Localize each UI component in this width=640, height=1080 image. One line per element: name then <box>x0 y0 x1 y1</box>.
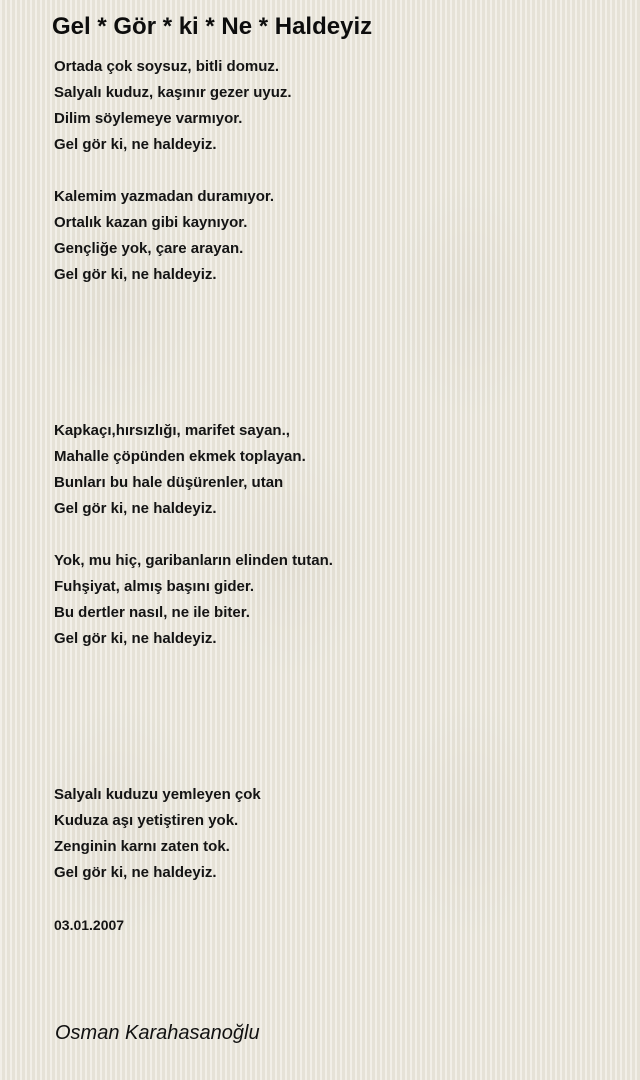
poem-line: Yok, mu hiç, garibanların elinden tutan. <box>54 552 333 569</box>
stanza-spacer <box>54 158 614 184</box>
poem-line: Fuhşiyat, almış başını gider. <box>54 578 255 595</box>
poem-line: Kuduza aşı yetiştiren yok. <box>54 812 239 829</box>
stanza-5 <box>54 782 614 886</box>
poem-line: Ortalık kazan gibi kaynıyor. <box>54 214 248 231</box>
poem-line: Bu dertler nasıl, ne ile biter. <box>54 604 250 621</box>
poem-line: Gel gör ki, ne haldeyiz. <box>54 630 217 647</box>
poem-line: Kalemim yazmadan duramıyor. <box>54 188 275 205</box>
poem-line: Zenginin karnı zaten tok. <box>54 838 230 855</box>
stanza-spacer <box>54 886 614 912</box>
poem-title: Gel * Gör * ki * Ne * Haldeyiz <box>52 13 373 40</box>
stanza-2 <box>54 184 614 288</box>
poem-line: Gençliğe yok, çare arayan. <box>54 240 244 257</box>
poem-date: 03.01.2007 <box>54 917 125 933</box>
poem-line: Mahalle çöpünden ekmek toplayan. <box>54 448 306 465</box>
stanza-3 <box>54 418 614 522</box>
poem-line: Bunları bu hale düşürenler, utan <box>54 474 284 491</box>
poem-line: Salyalı kuduz, kaşınır gezer uyuz. <box>54 84 292 101</box>
poem-line: Kapkaçı,hırsızlığı, marifet sayan., <box>54 422 290 439</box>
stanza-4 <box>54 548 614 652</box>
section-spacer <box>54 288 614 418</box>
poem-line: Ortada çok soysuz, bitli domuz. <box>54 58 280 75</box>
poem-line: Gel gör ki, ne haldeyiz. <box>54 864 217 881</box>
poem-body <box>54 54 614 938</box>
author-name: Osman Karahasanoğlu <box>55 1022 260 1044</box>
poem-line: Gel gör ki, ne haldeyiz. <box>54 136 217 153</box>
stanza-spacer <box>54 522 614 548</box>
poem-line: Salyalı kuduzu yemleyen çok <box>54 786 261 803</box>
poem-line: Gel gör ki, ne haldeyiz. <box>54 500 217 517</box>
section-spacer <box>54 652 614 782</box>
stanza-1 <box>54 54 614 158</box>
poem-line: Dilim söylemeye varmıyor. <box>54 110 243 127</box>
poem-line: Gel gör ki, ne haldeyiz. <box>54 266 217 283</box>
